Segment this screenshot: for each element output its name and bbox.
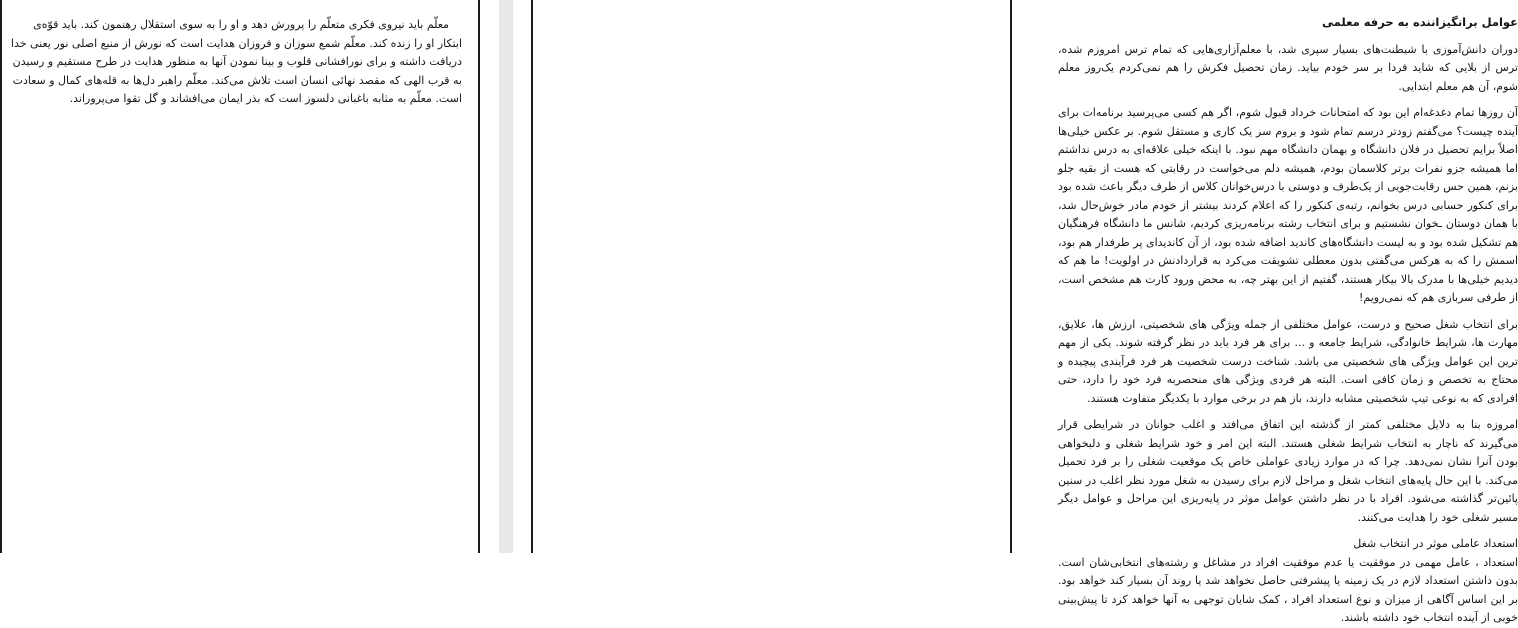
document-title: عوامل برانگیزاننده به حرفه معلمی	[1322, 15, 1518, 29]
left-page-paragraph: معلّم باید نیروی فکری متعلّم را پرورش دهد و او را به سوی استقلال رهنمون کند. باید قوّه‌ی ابتکار او را زنده کند. معلّم شمع سوزان و فروزان هدایت است که نورش از منبع اصلی نور یعنی خدا دریافت داشته و برای نورافشانی قلوب و بینا نمودن آنها به منظور هدایت در طرح مستقیم و رسیدن به قرب الهی که مقصد نهائی انسان است تلاش می‌کند. معلّم راهبر دل‌ها به قله‌های کمال و سعادت است. معلّم به مثابه باغبانی دلسوز است که بذر ایمان می‌افشاند و گل تقوا می‌پروراند.	[10, 18, 462, 105]
body-paragraph-2: آن روزها تمام دغدغه‌ام این بود که امتحانات خرداد قبول شوم، اگر هم کسی می‌پرسید برنامه‌ات برای آینده چیست؟ می‌گفتم زودتر درسم تمام شود و بروم سر یک کاری و مستقل شوم. بر عکس خیلی‌ها اصلاً برایم تحصیل در فلان دانشگاه و بهمان دانشگاه مهم نبود. با اینکه خیلی علاقه‌ای به درس نداشتم اما همیشه جزو نفرات برتر کلاسمان بودم، همیشه دلم می‌خواست در رقابتی که هست از بقیه جلو بزنم، همین حس رقابت‌جویی از یک‌طرف و دوستی با درس‌خوانان کلاس از طرف دیگر باعث شده بود برای کنکور حسابی درس بخوانم، رتبه‌ی کنکور را که اعلام کردند بیشتر از خودم مادر خوش‌حال شد، با همان دوستان ـخوان نشستیم و برای انتخاب رشته برنامه‌ریزی کردیم، شانس ما دانشگاه فرهنگیان هم تشکیل شده بود و به لیست دانشگاه‌های کاندید اضافه شده بود، از آن کاندیدای پر طرفدار هم بود، اسمش را که به هرکس می‌گفتی بدون معطلی تشویقت می‌کرد به قراردادنش در اولویت! ما هم که دیدیم خیلی‌ها با مدرک بالا بیکار هستند، گفتیم از این بهتر چه، به محض ورود کارت هم مشخص است، از طرفی سربازی هم که نمی‌رویم!	[1058, 106, 1518, 304]
section-subheading: استعداد عاملی موثر در انتخاب شغل	[1353, 537, 1518, 550]
page-gap	[499, 0, 513, 553]
body-paragraph-3: برای انتخاب شغل صحیح و درست، عوامل مختلفی از جمله ویژگی های شخصیتی، ارزش ها، علایق، مهارت ها، شرایط خانوادگی، شرایط جامعه و ... برای هر فرد باید در نظر گرفته شوند. یکی از مهم ترین این عوامل ویژگی های شخصیتی می باشد. شناخت درست شخصیت هر فرد فرآیندی پیچیده و محتاج به تخصص و زمان کافی است. البته هر فردی ویژگی های منحصربه فرد خود را دارد، حتی افرادی که به نوعی تیپ شخصیتی مشابه دارند، باز هم در برخی موارد با یکدیگر متفاوت هستند.	[1058, 317, 1518, 405]
page-right-surface[interactable]	[513, 0, 1518, 624]
page-left-text-block	[8, 16, 462, 109]
page-right-border-right	[1010, 0, 1012, 553]
page-right-text-block	[1058, 13, 1518, 628]
page-right-border-left	[531, 0, 533, 553]
body-paragraph-4: امروزه بنا به دلایل مختلفی کمتر از گذشته این اتفاق می‌افتد و اغلب جوانان در شرایطی قرار می‌گیرند که ناچار به انتخاب شرایط شغلی هستند. البته این امر و خود شرایط شغلی و دلبخواهی بودن آنرا نشان نمی‌دهد. چرا که در موارد زیادی عواملی خاص یک موقعیت شغلی را بر فرد تحمیل می‌کند. با این حال پایه‌های انتخاب شغل و مراحل لازم برای رسیدن به شغل مورد نظر اغلب در سنین پائین‌تر گذاشته می‌شود. افراد با در نظر داشتن عوامل موثر در پایه‌ریزی این مراحل و عوامل دیگر مسیر شغلی خود را هدایت می‌کنند.	[1058, 418, 1518, 524]
page-left-border-left	[0, 0, 2, 553]
page-left-surface[interactable]	[0, 0, 499, 553]
page-left-border-right	[478, 0, 480, 553]
body-paragraph-1: دوران دانش‌آموزی با شیطنت‌های بسیار سپری شد، با معلم‌آزاری‌هایی که تمام ترس امروزم شده، ترس از بلایی که شاید فردا بر سر خودم بیاید. زمان تحصیل فکرش را هم نمی‌کردم یک‌روز معلم شوم، آن هم معلم ابتدایی.	[1058, 42, 1518, 93]
body-paragraph-5: استعداد ، عامل مهمی در موفقیت یا عدم موفقیت افراد در مشاغل و رشته‌های انتخابی‌شان است. بدون داشتن استعداد لازم در یک زمینه یا پیشرفتی حاصل نخواهد شد یا روند آن بسیار کند خواهد بود. بر این اساس آگاهی از میزان و نوع استعداد افراد ، کمک شایان توجهی به آنها خواهد کرد تا پیش‌بینی خوبی از آینده انتخاب خود داشته باشند.	[1058, 555, 1518, 624]
